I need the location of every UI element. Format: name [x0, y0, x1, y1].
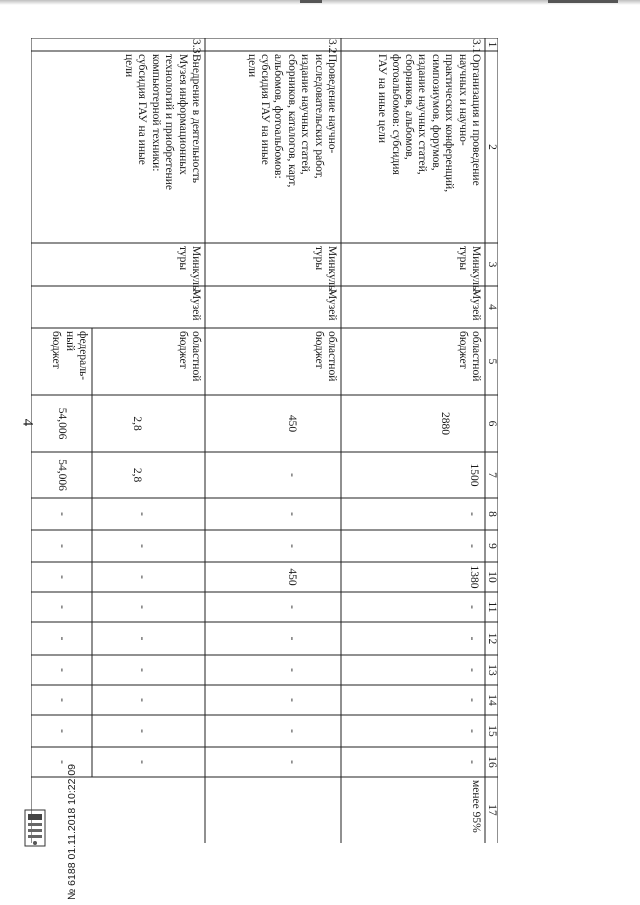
value-col6: 2,8: [131, 416, 143, 431]
value-col6: 450: [286, 414, 298, 433]
emblem-stamp-icon: [22, 806, 48, 850]
event-name: Внедрение в деятельность Музея информационных технологий и приобретение компьютерной техники: субсидия ГАУ на иные цели: [122, 54, 202, 190]
value-col6: 54,006: [56, 407, 68, 440]
value-col15: -: [286, 729, 298, 733]
value-col15: -: [466, 729, 478, 733]
value-col8: -: [286, 512, 298, 516]
value-col7: 1500: [468, 463, 480, 487]
value-col13: -: [286, 668, 298, 672]
value-col11: -: [136, 605, 148, 609]
value-col13: -: [466, 668, 478, 672]
column-number: 14: [486, 694, 498, 706]
funding-source: областной бюджет: [456, 331, 482, 382]
column-number: 1: [486, 41, 498, 48]
event-name: Организация и проведение научных и научно- практических конференций, симпозиумов, форумов, издание научных статей, сборников, альбомов, фотоальбомов: субсидия ГАУ на иные цели: [376, 54, 482, 193]
value-col13: -: [136, 668, 148, 672]
responsible-executor: Минкуль- туры: [312, 246, 338, 295]
participant: Музей: [470, 289, 482, 321]
value-col14: -: [56, 698, 68, 702]
value-col7: 2,8: [131, 467, 143, 483]
value-col7: 54,006: [56, 459, 68, 491]
value-col16: -: [466, 760, 478, 764]
funding-source: областной бюджет: [176, 331, 202, 382]
column-number: 8: [486, 511, 498, 517]
value-col10: -: [136, 575, 148, 579]
scan-artifact: [300, 0, 322, 3]
row-number: 3.1: [470, 39, 482, 54]
program-table: [31, 38, 498, 843]
column-number: 10: [486, 571, 498, 583]
value-col10: -: [56, 575, 68, 579]
indicator-value: менее 95%: [470, 780, 482, 833]
scan-artifact: [548, 0, 618, 3]
value-col11: -: [286, 605, 298, 609]
value-col14: -: [286, 698, 298, 702]
value-col12: -: [56, 636, 68, 641]
value-col16: -: [286, 760, 298, 764]
value-col9: -: [466, 544, 478, 548]
column-number: 3: [486, 261, 498, 268]
column-number: 7: [486, 472, 498, 478]
participant: Музей: [190, 289, 202, 321]
registration-stamp: № 6188 01.11.2018 10:22:09: [66, 763, 78, 900]
value-col10: 1380: [468, 565, 480, 589]
value-col12: -: [466, 636, 478, 641]
column-number: 4: [486, 304, 498, 310]
value-col14: -: [466, 698, 478, 702]
funding-source: федераль- ный бюджет: [50, 331, 89, 381]
column-number: 11: [486, 601, 498, 613]
value-col10: 450: [286, 568, 298, 586]
value-col8: -: [56, 512, 68, 516]
value-col15: -: [136, 729, 148, 733]
value-col11: -: [56, 605, 68, 609]
row-number: 3.2: [326, 39, 338, 54]
value-col12: -: [136, 636, 148, 641]
value-col13: -: [56, 668, 68, 672]
row-number: 3.3: [190, 39, 202, 54]
value-col7: -: [286, 473, 298, 477]
column-number: 6: [486, 420, 498, 427]
participant: Музей: [326, 289, 338, 321]
column-number: 13: [486, 664, 498, 676]
column-number: 9: [486, 543, 498, 549]
value-col16: -: [56, 760, 68, 764]
value-col14: -: [136, 698, 148, 702]
value-col15: -: [56, 729, 68, 733]
value-col9: -: [56, 544, 68, 548]
value-col6: 2880: [439, 412, 451, 435]
column-number: 16: [486, 756, 498, 768]
value-col11: -: [466, 605, 478, 609]
column-number: 2: [486, 144, 498, 150]
value-col8: -: [136, 512, 148, 516]
funding-source: областной бюджет: [312, 331, 338, 382]
column-number: 5: [486, 358, 498, 365]
column-number: 15: [486, 725, 498, 737]
event-name: Проведение научно- исследовательских работ, издание научных статей, сборников, каталогов, карт, альбомов, фотоальбомов: субсидия ГАУ на иные цели: [245, 54, 338, 188]
value-col9: -: [136, 544, 148, 548]
value-col16: -: [136, 760, 148, 764]
responsible-executor: Минкуль- туры: [176, 246, 202, 295]
value-col12: -: [286, 636, 298, 641]
responsible-executor: Минкуль- туры: [456, 246, 482, 295]
column-number: 12: [486, 632, 498, 645]
page-number: 4: [19, 418, 36, 427]
value-col8: -: [466, 512, 478, 516]
column-number: 17: [486, 804, 498, 816]
value-col9: -: [286, 544, 298, 548]
